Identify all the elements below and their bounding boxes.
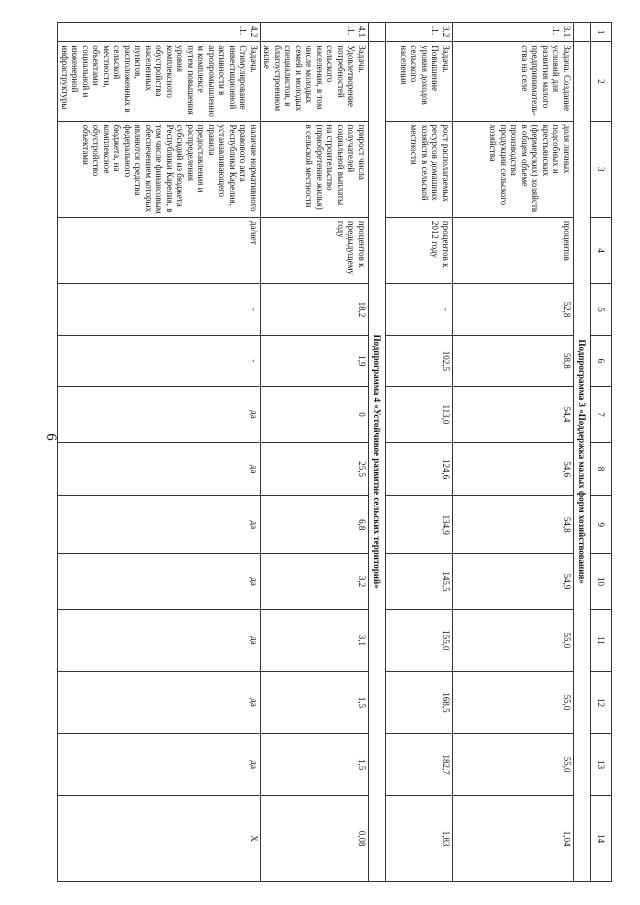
- subprogram-title: Подпрограмма 4 «Устойчивое развитие сельских территорий»: [369, 42, 386, 882]
- value-cell: 54,9: [453, 554, 574, 610]
- column-number-3: 3: [591, 121, 612, 217]
- value-cell: X: [58, 796, 261, 882]
- value-cell: -: [58, 335, 261, 386]
- value-cell: 55,0: [453, 609, 574, 671]
- row-number-cell: 4.2.1.: [58, 23, 261, 42]
- row-number-cell: 3.2.1.: [386, 23, 453, 42]
- table-row: [261, 23, 369, 882]
- indicator-cell: наличие нормативного правового акта Республики Карелия, устанавливающего правила предоставления и распределения субсидий из бюджета Республики Карелия, в том числе финансовым обеспечением которых являются средства федерального бюджета, на комплексное обустройство объектами: [58, 121, 261, 217]
- section-blank-cell: [369, 23, 386, 42]
- value-cell: 54,4: [453, 387, 574, 443]
- row-number-cell: 4.1.1.: [261, 23, 369, 42]
- indicator-cell: прирост числа получателей социальной выплаты на строительство (приобретение жилья) в сельской местности: [261, 121, 369, 217]
- value-cell: -: [386, 284, 453, 335]
- value-cell: 55,0: [453, 671, 574, 733]
- value-cell: 0,08: [261, 796, 369, 882]
- value-cell: да: [58, 554, 261, 610]
- column-number-14: 14: [591, 796, 612, 882]
- value-cell: 134,9: [386, 496, 453, 554]
- task-cell: Задача. Стимулирование инвестиционной активности в агропромышленном комплексе путем повышения уровня комплексного обустройства населенных пунктов, расположенных в сельской местности, объектами социальной и инженерной инфраструктуры: [58, 42, 261, 121]
- indicators-table: [58, 22, 613, 882]
- value-cell: да: [58, 496, 261, 554]
- value-cell: 6,8: [261, 496, 369, 554]
- column-number-7: 7: [591, 387, 612, 443]
- value-cell: 168,5: [386, 671, 453, 733]
- column-number-2: 2: [591, 42, 612, 121]
- column-number-8: 8: [591, 442, 612, 496]
- row-number-cell: 3.1.1.: [453, 23, 574, 42]
- indicator-cell: доля личных подсобных и крестьянских (фермерских) хозяйств в общем объеме производства продукции сельского хозяйства: [453, 121, 574, 217]
- value-cell: 1,5: [261, 734, 369, 796]
- task-cell: Задача. Создание условий для развития малого предпринимательства на селе: [453, 42, 574, 121]
- rotated-table-area: [60, 22, 612, 882]
- column-number-1: 1: [591, 23, 612, 42]
- unit-cell: процентов к предыдущему году: [261, 217, 369, 283]
- value-cell: -: [58, 284, 261, 335]
- unit-cell: процентов: [453, 217, 574, 283]
- value-cell: 18,2: [261, 284, 369, 335]
- value-cell: 3,1: [261, 609, 369, 671]
- column-number-9: 9: [591, 496, 612, 554]
- unit-cell: процентов к 2012 году: [386, 217, 453, 283]
- column-number-5: 5: [591, 284, 612, 335]
- value-cell: 113,0: [386, 387, 453, 443]
- table-row: [453, 23, 574, 882]
- unit-cell: да/нет: [58, 217, 261, 283]
- subprogram-title: Подпрограмма 3 «Поддержка малых форм хозяйствования»: [574, 42, 591, 882]
- value-cell: 124,6: [386, 442, 453, 496]
- table-body: [58, 23, 591, 882]
- task-cell: Задача. Удовлетворение потребностей сельского населения, в том числе молодых семей и молодых специалистов, в благоустроенном жилье: [261, 42, 369, 121]
- value-cell: 155,0: [386, 609, 453, 671]
- column-number-12: 12: [591, 671, 612, 733]
- value-cell: 55,0: [453, 734, 574, 796]
- subprogram-row: [574, 23, 591, 882]
- value-cell: 25,5: [261, 442, 369, 496]
- value-cell: 1,04: [453, 796, 574, 882]
- value-cell: 54,8: [453, 496, 574, 554]
- section-blank-cell: [574, 23, 591, 42]
- value-cell: 1,9: [261, 335, 369, 386]
- value-cell: да: [58, 387, 261, 443]
- value-cell: 1,5: [261, 671, 369, 733]
- column-number-10: 10: [591, 554, 612, 610]
- value-cell: 54,6: [453, 442, 574, 496]
- column-number-row: [591, 23, 612, 882]
- value-cell: 58,8: [453, 335, 574, 386]
- value-cell: да: [58, 671, 261, 733]
- value-cell: 1,83: [386, 796, 453, 882]
- value-cell: 182,7: [386, 734, 453, 796]
- column-number-13: 13: [591, 734, 612, 796]
- value-cell: 52,8: [453, 284, 574, 335]
- page-number: 6: [43, 433, 59, 441]
- value-cell: 145,5: [386, 554, 453, 610]
- value-cell: 3,2: [261, 554, 369, 610]
- value-cell: да: [58, 609, 261, 671]
- value-cell: да: [58, 442, 261, 496]
- indicator-cell: рост располагаемых ресурсов домашних хозяйств в сельской местности: [386, 121, 453, 217]
- column-number-11: 11: [591, 609, 612, 671]
- subprogram-row: [369, 23, 386, 882]
- column-number-6: 6: [591, 335, 612, 386]
- value-cell: 102,5: [386, 335, 453, 386]
- value-cell: 0: [261, 387, 369, 443]
- table-row: [58, 23, 261, 882]
- task-cell: Задача. Повышение уровня доходов сельского населения: [386, 42, 453, 121]
- value-cell: да: [58, 734, 261, 796]
- column-number-4: 4: [591, 217, 612, 283]
- table-row: [386, 23, 453, 882]
